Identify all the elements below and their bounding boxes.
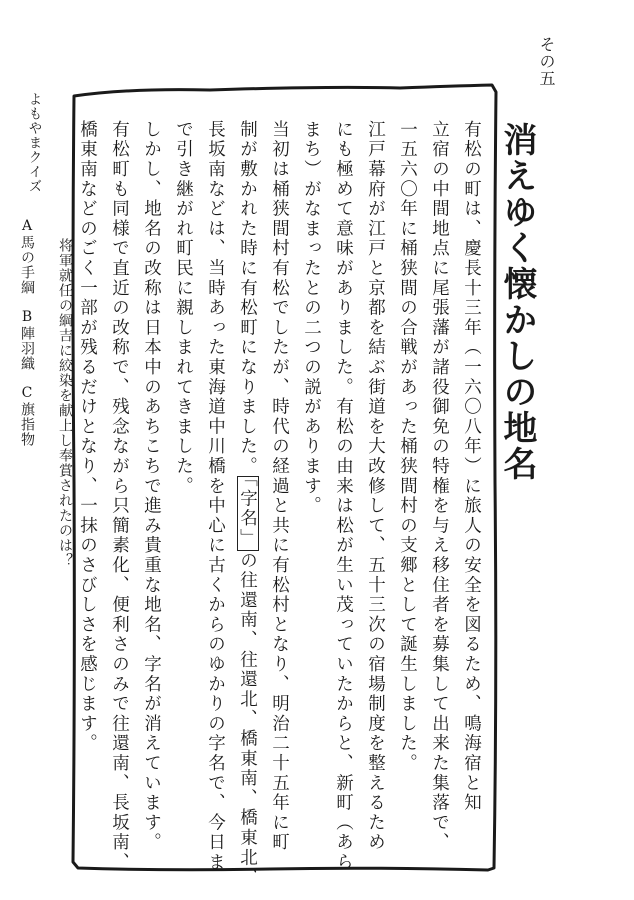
body-column-8-part-1: 制が敷かれた時に有松町になりました。 — [237, 120, 258, 477]
body-column-10: で引き継がれ町民に親しまれてきました。 — [173, 120, 194, 497]
body-column-8-part-2: の往還南、往還北、橋東南、橋東北、 — [237, 550, 258, 888]
body-column-12: 有松町も同様で直近の改称で、残念ながら只簡素化、便利さのみで往還南、長坂南、 — [109, 120, 130, 873]
body-column-4: 江戸幕府が江戸と京都を結ぶ街道を大改修して、五十三次の宿場制度を整えるため — [365, 120, 386, 853]
quiz-choice-b-text: 陣羽織 — [19, 326, 35, 371]
page-title: 消えゆく懐かしの地名 — [497, 122, 537, 482]
quiz-title: よもやまクイズ — [25, 92, 42, 194]
section-label: その五 — [537, 36, 556, 87]
body-column-9: 長坂南などは、当時あった東海道中川橋を中心に古くからのゆかりの字名で、今日ま — [205, 120, 226, 873]
quiz-question: 将軍就任の綱吉に絞染を献上し奉賞されたのは？ — [57, 238, 73, 568]
body-column-5: にも極めて意味がありました。有松の由来は松が生い茂っていたからと、新町（あら — [333, 120, 354, 873]
body-column-7: 当初は桶狭間村有松でしたが、時代の経過と共に有松村となり、明治二十五年に町 — [269, 120, 290, 853]
quiz-choice-a — [19, 218, 35, 295]
quiz-choice-c-text: 旗指物 — [19, 402, 35, 447]
quiz-choice-b-label: B — [19, 309, 35, 326]
body-column-6: まち）がなまったとの二つの説があります。 — [301, 120, 322, 516]
body-column-8 — [238, 120, 256, 887]
quiz-choices — [20, 218, 34, 447]
quiz-choice-a-label: A — [19, 218, 35, 235]
body-column-2: 立宿の中間地点に尾張藩が諸役御免の特権を与え移住者を募集して出来た集落で、 — [429, 120, 450, 853]
body-column-1: 有松の町は、慶長十三年（一六〇八年）に旅人の安全を図るため、鳴海宿と知 — [461, 120, 482, 813]
body-column-13: 橋東南などのごく一部が残るだけとなり、一抹のさびしさを感じます。 — [77, 120, 98, 754]
quiz-choice-b — [19, 309, 35, 371]
body-column-3: 一五六〇年に桶狭間の合戦があった桶狭間村の支郷として誕生しました。 — [397, 120, 418, 774]
boxed-term-azana: 「字名」 — [237, 478, 258, 549]
quiz-choice-c-label: C — [19, 385, 35, 402]
body-column-11: しかし、地名の改称は日本中のあちこちで進み貴重な地名、字名が消えています。 — [141, 120, 162, 853]
quiz-choice-c — [19, 385, 35, 447]
quiz-choice-a-text: 馬の手綱 — [19, 235, 35, 295]
